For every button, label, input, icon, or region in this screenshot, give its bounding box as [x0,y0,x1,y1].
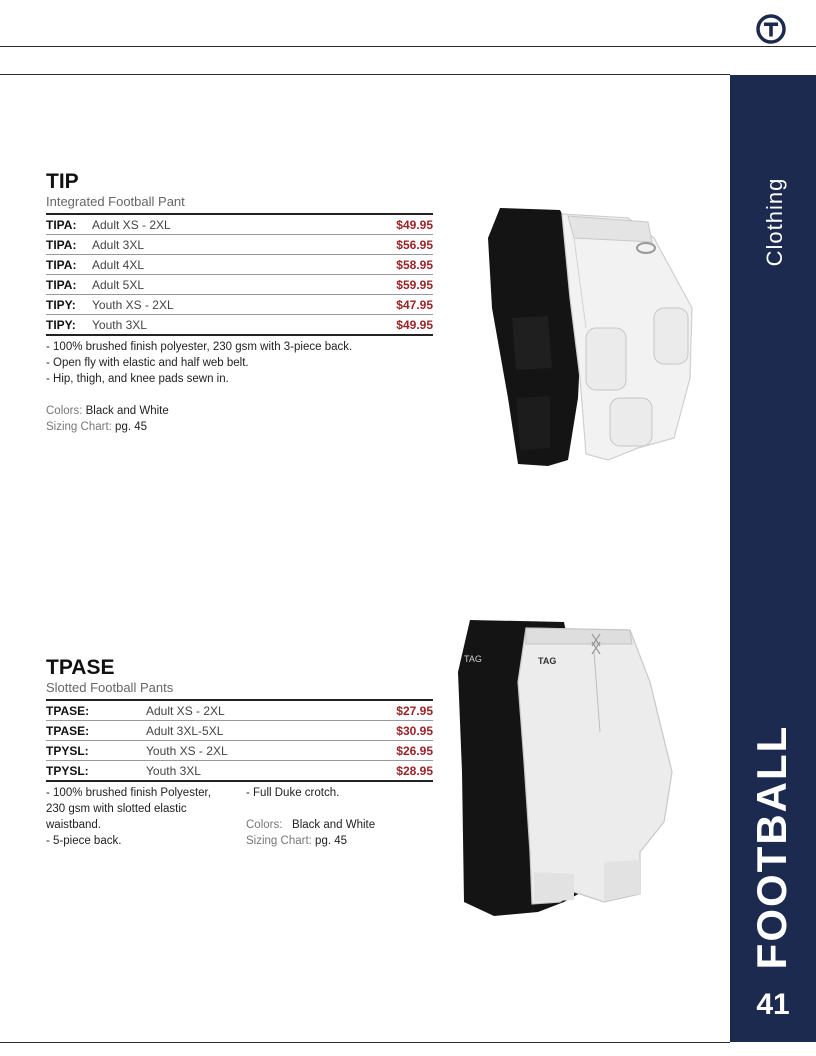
product-tip [46,170,433,435]
notes-column-2 [246,785,433,849]
top-rule [0,46,816,47]
sku-price: $59.95 [327,275,433,295]
page-number: 41 [756,988,790,1021]
sku-code: TIPA: [46,275,92,295]
table-row [46,721,433,741]
note-line: waistband. [46,819,101,831]
sku-desc: Adult XS - 2XL [92,214,327,235]
colors-value: Black and White [85,405,169,417]
notes-column-1 [46,785,246,849]
header-rule [0,74,730,75]
sizing-label: Sizing Chart: [46,421,112,433]
sku-price: $27.95 [344,700,433,721]
product-notes [46,339,433,387]
brand-logo-icon [756,14,786,44]
colors-line [46,403,433,419]
sku-price: $28.95 [396,763,433,778]
note-line: - 5-piece back. [46,835,122,847]
sku-desc: Youth XS - 2XL [146,741,344,761]
note-line: - Open fly with elastic and half web belt. [46,357,249,369]
sku-code: TPASE: [46,700,146,721]
sku-code: TIPA: [46,214,92,235]
sizing-line [246,833,433,849]
table-row [46,295,433,315]
product-tpase [46,656,433,849]
table-row [46,741,433,761]
footer-rule [0,1042,730,1043]
table-row [46,255,433,275]
sku-price: $30.95 [344,721,433,741]
sku-desc: Adult XS - 2XL [146,700,344,721]
sku-price: $47.95 [327,295,433,315]
sku-desc: Youth 3XL [146,763,201,778]
tpase-white-logo-text: TAG [538,656,557,666]
colors-label: Colors: [46,405,83,417]
sku-price: $56.95 [327,235,433,255]
sku-desc: Adult 5XL [92,275,327,295]
sku-desc: Adult 3XL [92,235,327,255]
table-row [46,315,433,336]
sizing-value: pg. 45 [115,421,148,433]
colors-line [246,817,433,833]
product-meta [46,403,433,435]
sku-code: TPYSL: [46,763,89,778]
sku-table [46,213,433,336]
sku-desc: Adult 4XL [92,255,327,275]
sku-desc: Adult 3XL-5XL [146,721,344,741]
colors-value: Black and White [292,819,376,831]
sizing-line [46,419,433,435]
sku-price: $49.95 [396,317,433,332]
tip-pant-photo [478,198,718,478]
product-title: TIP [46,170,79,193]
table-row [46,275,433,295]
sku-table [46,699,433,782]
note-line: - Hip, thigh, and knee pads sewn in. [46,373,229,385]
sku-code: TPYSL: [46,741,146,761]
note-line: 230 gsm with slotted elastic [46,803,187,815]
tpase-black-logo-text: TAG [464,654,482,664]
product-notes [46,785,433,849]
tpase-pant-photo [454,612,716,922]
sizing-label: Sizing Chart: [246,835,312,847]
sizing-value: pg. 45 [315,835,348,847]
product-subtitle: Integrated Football Pant [46,194,185,209]
note-line: - Full Duke crotch. [246,787,340,799]
sku-code: TIPY: [46,295,92,315]
sku-price: $49.95 [327,214,433,235]
sidebar-sport-label: FOOTBALL [748,724,795,970]
note-line: - 100% brushed finish Polyester, [46,787,211,799]
table-row [46,235,433,255]
table-row [46,700,433,721]
sku-code: TIPY: [46,317,76,332]
sku-desc: Youth XS - 2XL [92,295,327,315]
sku-code: TIPA: [46,255,92,275]
sku-code: TPASE: [46,721,146,741]
sidebar-category-label: Clothing [762,177,787,267]
table-row [46,214,433,235]
sku-price: $58.95 [327,255,433,275]
product-subtitle: Slotted Football Pants [46,680,174,695]
sku-code: TIPA: [46,235,92,255]
product-title: TPASE [46,656,115,679]
table-row [46,761,433,782]
sku-desc: Youth 3XL [92,317,147,332]
note-line: - 100% brushed finish polyester, 230 gsm with 3-piece back. [46,341,353,353]
sku-price: $26.95 [344,741,433,761]
colors-label: Colors: [246,819,283,831]
